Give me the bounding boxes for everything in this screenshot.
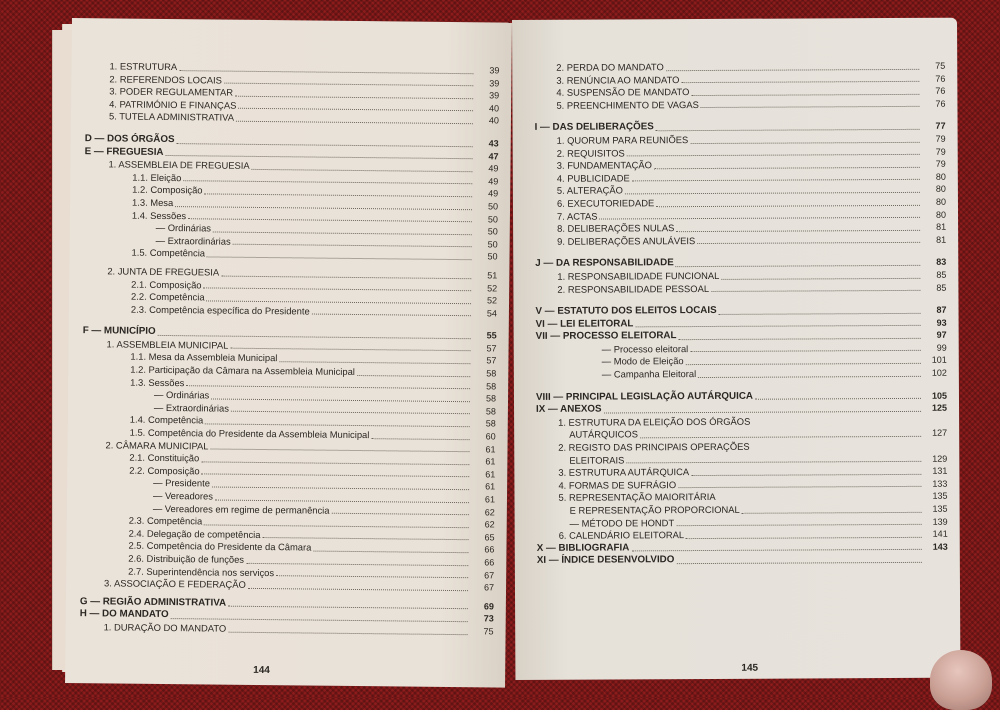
toc-entry-label: — Vereadores em regime de permanência — [152, 502, 330, 516]
toc-entry-page: 62 — [484, 506, 495, 518]
toc-entry-label: 1. ESTRUTURA DA ELEIÇÃO DOS ÓRGÃOS — [558, 415, 751, 428]
leader-dots — [313, 550, 468, 554]
toc-entry-page: 47 — [488, 150, 499, 162]
leader-dots — [213, 230, 472, 235]
leader-dots — [179, 69, 473, 74]
toc-entry-label: 1.5. Competência — [131, 246, 206, 259]
leader-dots — [212, 485, 469, 490]
toc-entry-page: 50 — [487, 201, 499, 212]
toc-entry-page: 55 — [486, 330, 497, 341]
toc-entry-label: 1.5. Competência do Presidente da Assembleia Municipal — [129, 426, 370, 441]
leader-dots — [188, 217, 472, 222]
toc-entry-label: 1. ASSEMBLEIA MUNICIPAL — [106, 338, 229, 351]
toc-entry-label: 2. RESPONSABILIDADE PESSOAL — [557, 282, 710, 295]
toc-entry-label: 9. DELIBERAÇÕES ANULÁVEIS — [557, 234, 696, 247]
toc-entry-page: 39 — [489, 65, 500, 76]
toc-entry-label: 3. ESTRUTURA AUTÁRQUICA — [558, 466, 690, 478]
leader-dots — [654, 166, 920, 169]
leader-dots — [677, 523, 922, 526]
leader-dots — [248, 587, 468, 591]
toc-entry-page: 80 — [935, 196, 946, 207]
left-page — [65, 18, 512, 688]
toc-entry-page: 52 — [487, 282, 498, 293]
toc-entry-page: 39 — [489, 90, 500, 101]
toc-entry — [512, 97, 957, 112]
toc-entry-page: 131 — [932, 465, 948, 477]
toc-entry-label: — Presidente — [153, 477, 211, 489]
toc-entry-page: 50 — [487, 251, 498, 262]
leader-dots — [210, 448, 469, 453]
leader-dots — [215, 498, 469, 503]
leader-dots — [206, 299, 471, 304]
page-number: 144 — [253, 664, 270, 677]
toc-entry-page: 49 — [488, 188, 499, 199]
toc-entry-page: 60 — [485, 431, 496, 442]
toc-entry-page: 65 — [484, 532, 495, 543]
toc-entry-page: 61 — [485, 481, 496, 492]
toc-entry-page: 75 — [935, 60, 946, 71]
leader-dots — [686, 362, 921, 365]
toc-entry-page: 50 — [487, 226, 498, 237]
toc-entry-label: 6. CALENDÁRIO ELEITORAL — [558, 529, 685, 541]
leader-dots — [666, 67, 919, 70]
toc-entry-label: 1.4. Competência — [129, 414, 204, 426]
leader-dots — [604, 410, 921, 414]
leader-dots — [204, 523, 469, 528]
leader-dots — [233, 243, 472, 248]
toc-entry-label: 4. PATRIMÓNIO E FINANÇAS — [109, 98, 237, 111]
leader-dots — [205, 422, 470, 427]
toc-entry-label: E REPRESENTAÇÃO PROPORCIONAL — [569, 503, 740, 516]
leader-dots — [755, 397, 921, 400]
toc-entry-label: IX — ANEXOS — [536, 403, 602, 416]
toc-entry — [513, 281, 958, 296]
toc-entry-label: 1.2. Composição — [132, 183, 203, 196]
toc-entry-page: 139 — [932, 516, 948, 527]
toc-entry-label: 2.2. Competência — [131, 290, 205, 303]
leader-dots — [700, 105, 919, 108]
toc-entry-page: 77 — [935, 121, 946, 132]
toc-entry-label: 2. JUNTA DE FREGUESIA — [107, 265, 220, 278]
toc-entry-label: 1.1. Mesa da Assembleia Municipal — [130, 351, 278, 364]
toc-entry-label: 2. REQUISITOS — [556, 146, 625, 159]
toc-entry-page: 66 — [484, 544, 495, 555]
leader-dots — [627, 153, 920, 157]
toc-entry-label: 2.1. Constituição — [129, 451, 200, 464]
toc-entry-label: VI — LEI ELEITORAL — [535, 318, 634, 330]
leader-dots — [632, 548, 922, 552]
toc-entry-label: 2. CÂMARA MUNICIPAL — [105, 438, 209, 452]
toc-entry-label: 3. ASSOCIAÇÃO E FEDERAÇÃO — [104, 577, 246, 591]
leader-dots — [211, 397, 470, 402]
toc-entry-page: 58 — [486, 368, 497, 379]
leader-dots — [276, 574, 468, 578]
toc-entry-page: 57 — [486, 343, 497, 354]
toc-entry-label: 5. ALTERAÇÃO — [556, 184, 623, 197]
toc-entry-label: 5. PREENCHIMENTO DE VAGAS — [556, 98, 699, 111]
toc-entry-page: 80 — [935, 209, 947, 220]
table-of-contents-right — [512, 60, 960, 568]
leader-dots — [698, 375, 921, 378]
leader-dots — [231, 347, 471, 352]
leader-dots — [686, 536, 922, 539]
toc-entry-page: 43 — [488, 138, 499, 149]
leader-dots — [719, 312, 921, 315]
toc-entry-label: 2. REFERENDOS LOCAIS — [109, 72, 222, 86]
toc-entry-label: E — FREGUESIA — [84, 145, 164, 158]
toc-entry-label: 2.2. Composição — [129, 464, 200, 477]
toc-entry-label: 1.2. Participação da Câmara na Assembleia Municipal — [130, 363, 355, 378]
table-of-contents-left — [66, 60, 512, 638]
leader-dots — [721, 276, 920, 279]
leader-dots — [263, 536, 469, 540]
leader-dots — [357, 374, 470, 377]
leader-dots — [279, 360, 470, 364]
toc-entry-page: 58 — [485, 406, 496, 417]
right-page — [512, 18, 960, 680]
toc-entry-label: 6. EXECUTORIEDADE — [556, 197, 655, 209]
toc-entry-label: — Modo de Eleição — [601, 355, 684, 368]
toc-entry-label: 1. ASSEMBLEIA DE FREGUESIA — [108, 158, 250, 172]
toc-entry-label: D — DOS ÓRGÃOS — [84, 133, 175, 146]
leader-dots — [251, 168, 472, 172]
leader-dots — [171, 617, 468, 622]
toc-entry-page: 133 — [932, 478, 948, 489]
leader-dots — [158, 334, 471, 339]
toc-entry-page: 127 — [932, 428, 948, 439]
leader-dots — [235, 94, 473, 98]
toc-entry-page: 73 — [483, 613, 494, 624]
toc-entry-page: 69 — [483, 601, 494, 612]
leader-dots — [203, 286, 471, 291]
toc-entry-page: 67 — [484, 569, 495, 581]
toc-entry-label: — Extraordinárias — [155, 234, 231, 247]
toc-entry-label: VIII — PRINCIPAL LEGISLAÇÃO AUTÁRQUICA — [535, 390, 754, 403]
toc-entry-page: 135 — [932, 503, 948, 514]
toc-entry-label: 1.4. Sessões — [131, 209, 187, 221]
toc-entry-label: 1. ESTRUTURA — [109, 60, 178, 73]
toc-entry-page: 61 — [485, 469, 496, 480]
toc-entry-label: 2.1. Composição — [131, 278, 202, 290]
toc-entry-page: 97 — [936, 330, 947, 341]
toc-entry-page: 81 — [936, 234, 947, 245]
toc-entry-page: 50 — [487, 239, 498, 250]
toc-entry-label: — Extraordinárias — [153, 401, 230, 414]
toc-entry-label: 3. PODER REGULAMENTAR — [109, 85, 234, 98]
toc-entry-page: 85 — [936, 269, 947, 280]
toc-entry-page: 79 — [935, 146, 946, 157]
toc-entry-label: VII — PROCESSO ELEITORAL — [535, 330, 677, 343]
leader-dots — [681, 80, 919, 83]
toc-entry-label: 4. FORMAS DE SUFRÁGIO — [558, 478, 677, 491]
toc-entry-label: V — ESTATUTO DOS ELEITOS LOCAIS — [535, 305, 717, 317]
toc-entry-label: 1. RESPONSABILIDADE FUNCIONAL — [557, 269, 720, 282]
leader-dots — [166, 154, 473, 159]
toc-entry-page: 40 — [489, 103, 500, 114]
toc-entry-page: 58 — [485, 393, 497, 404]
toc-entry-label: 1. DURAÇÃO DO MANDATO — [103, 621, 227, 634]
leader-dots — [625, 191, 920, 195]
toc-entry-label: 1.3. Mesa — [132, 196, 174, 209]
leader-dots — [677, 561, 922, 564]
leader-dots — [697, 241, 920, 244]
leader-dots — [711, 289, 920, 292]
toc-entry-label: 1.3. Sessões — [130, 376, 185, 388]
leader-dots — [332, 512, 469, 515]
leader-dots — [175, 205, 472, 210]
toc-entry-page: 83 — [936, 257, 947, 268]
leader-dots — [599, 216, 920, 220]
toc-entry-label: 2. REGISTO DAS PRINCIPAIS OPERAÇÕES — [558, 440, 750, 453]
leader-dots — [207, 255, 472, 260]
toc-entry-page: 125 — [931, 402, 948, 414]
toc-entry-page: 76 — [935, 73, 946, 84]
toc-entry-page: 93 — [936, 317, 947, 328]
leader-dots — [676, 229, 920, 232]
toc-entry — [514, 367, 959, 382]
toc-entry-label: F — MUNICÍPIO — [82, 325, 156, 338]
leader-dots — [679, 337, 921, 340]
toc-entry-page: 105 — [931, 390, 947, 401]
toc-entry-page: 135 — [932, 491, 948, 502]
toc-entry-label: — Ordinárias — [154, 389, 210, 401]
leader-dots — [204, 192, 472, 197]
toc-entry-page: 76 — [935, 85, 946, 96]
leader-dots — [246, 561, 468, 565]
toc-entry-label: 2.3. Competência — [128, 514, 203, 527]
toc-entry-label: 4. SUSPENSÃO DE MANDATO — [556, 86, 690, 98]
toc-entry-label: X — BIBLIOGRAFIA — [536, 542, 630, 554]
toc-entry-page: 101 — [931, 355, 947, 366]
toc-entry-label: J — DA RESPONSABILIDADE — [535, 257, 674, 270]
toc-entry-label: 3. FUNDAMENTAÇÃO — [556, 159, 652, 171]
leader-dots — [236, 120, 473, 124]
leader-dots — [201, 473, 469, 478]
toc-entry-label: ELEITORAIS — [569, 454, 625, 466]
toc-entry-label: 2.3. Competência específica do Presidente — [130, 303, 310, 317]
toc-entry-label: H — DO MANDATO — [79, 608, 169, 621]
leader-dots — [177, 142, 473, 147]
toc-entry-label: 8. DELIBERAÇÕES NULAS — [557, 222, 675, 234]
toc-entry-page: 102 — [931, 367, 947, 378]
toc-entry-page: 79 — [935, 133, 946, 144]
toc-entry-label: XI — ÍNDICE DESENVOLVIDO — [536, 554, 675, 567]
toc-entry-page: 143 — [932, 541, 948, 552]
leader-dots — [372, 437, 470, 440]
toc-entry-page: 51 — [487, 270, 498, 281]
toc-entry-page: 49 — [488, 176, 499, 187]
toc-entry-label: 4. PUBLICIDADE — [556, 172, 630, 184]
toc-entry-label: — Processo eleitoral — [601, 342, 689, 355]
leader-dots — [221, 274, 471, 279]
leader-dots — [640, 435, 921, 438]
toc-entry-label: 7. ACTAS — [556, 210, 598, 222]
toc-entry-page: 79 — [935, 158, 946, 169]
toc-entry-label: 2.6. Distribuição de funções — [128, 552, 245, 565]
toc-entry-page: 61 — [485, 443, 496, 455]
toc-entry-page: 80 — [935, 171, 946, 182]
toc-entry-page: 75 — [483, 626, 494, 637]
toc-entry-label: — Ordinárias — [155, 222, 212, 234]
toc-entry-page: 61 — [484, 494, 496, 505]
toc-entry-page: 54 — [486, 308, 497, 319]
leader-dots — [691, 473, 921, 476]
leader-dots — [632, 178, 920, 182]
leader-dots — [675, 264, 920, 267]
toc-entry-page: 57 — [486, 355, 497, 366]
toc-entry-page: 62 — [484, 519, 495, 530]
toc-entry-page: 87 — [936, 304, 947, 315]
toc-entry-label: I — DAS DELIBERAÇÕES — [534, 121, 654, 134]
toc-entry-page: 141 — [932, 528, 948, 539]
toc-entry-page: 76 — [935, 98, 946, 109]
toc-entry-page: 81 — [936, 221, 947, 232]
toc-entry-page: 40 — [488, 115, 499, 126]
leader-dots — [656, 128, 920, 131]
toc-entry-page: 129 — [932, 453, 948, 464]
leader-dots — [229, 630, 468, 635]
toc-entry-label: 2.7. Superintendência nos serviços — [128, 565, 275, 578]
leader-dots — [691, 349, 921, 352]
leader-dots — [691, 93, 919, 96]
toc-entry-label: 3. RENÚNCIA AO MANDATO — [556, 73, 680, 86]
toc-entry-page: 61 — [485, 456, 496, 467]
toc-entry-label: 5. TUTELA ADMINISTRATIVA — [108, 110, 235, 124]
leader-dots — [231, 410, 470, 415]
toc-entry-label: 2.5. Competência do Presidente da Câmara — [128, 539, 312, 553]
toc-entry-page: 67 — [483, 582, 495, 593]
toc-entry-page: 66 — [484, 557, 495, 568]
toc-entry-page: 49 — [488, 163, 499, 174]
toc-entry-label: 2.4. Delegação de competência — [128, 527, 261, 540]
leader-dots — [691, 140, 920, 143]
leader-dots — [742, 510, 922, 513]
toc-entry — [515, 553, 960, 568]
leader-dots — [656, 203, 920, 206]
toc-entry-label: AUTÁRQUICOS — [569, 428, 638, 441]
toc-entry-page: 50 — [487, 213, 498, 225]
leader-dots — [636, 324, 921, 327]
toc-entry-page: 85 — [936, 282, 947, 293]
toc-entry-label: 1. QUORUM PARA REUNIÕES — [556, 134, 689, 146]
toc-entry-page: 52 — [486, 295, 498, 306]
thumb — [930, 650, 992, 710]
toc-entry-label: 5. REPRESENTAÇÃO MAIORITÁRIA — [558, 491, 716, 504]
toc-entry-label: — Vereadores — [152, 489, 213, 502]
leader-dots — [626, 460, 921, 464]
toc-entry-page: 80 — [935, 184, 946, 195]
toc-entry-page: 58 — [485, 418, 496, 429]
leader-dots — [238, 107, 473, 111]
leader-dots — [678, 485, 921, 488]
page-number: 145 — [741, 662, 759, 674]
toc-entry-label: — Campanha Eleitoral — [601, 368, 697, 380]
toc-entry-label: 1.1. Eleição — [132, 171, 182, 183]
leader-dots — [312, 313, 471, 317]
toc-entry-page: 99 — [936, 342, 947, 353]
leader-dots — [201, 460, 469, 465]
toc-entry-page: 58 — [486, 381, 497, 392]
leader-dots — [186, 384, 470, 389]
leader-dots — [224, 82, 473, 87]
leader-dots — [228, 605, 468, 610]
toc-entry-page: 39 — [489, 77, 500, 89]
toc-entry-label: 2. PERDA DO MANDATO — [556, 61, 664, 73]
toc-entry-label: G — REGIÃO ADMINISTRATIVA — [79, 595, 227, 609]
toc-entry — [513, 233, 958, 248]
leader-dots — [183, 180, 472, 185]
toc-entry-label: — MÉTODO DE HONDT — [569, 516, 675, 529]
